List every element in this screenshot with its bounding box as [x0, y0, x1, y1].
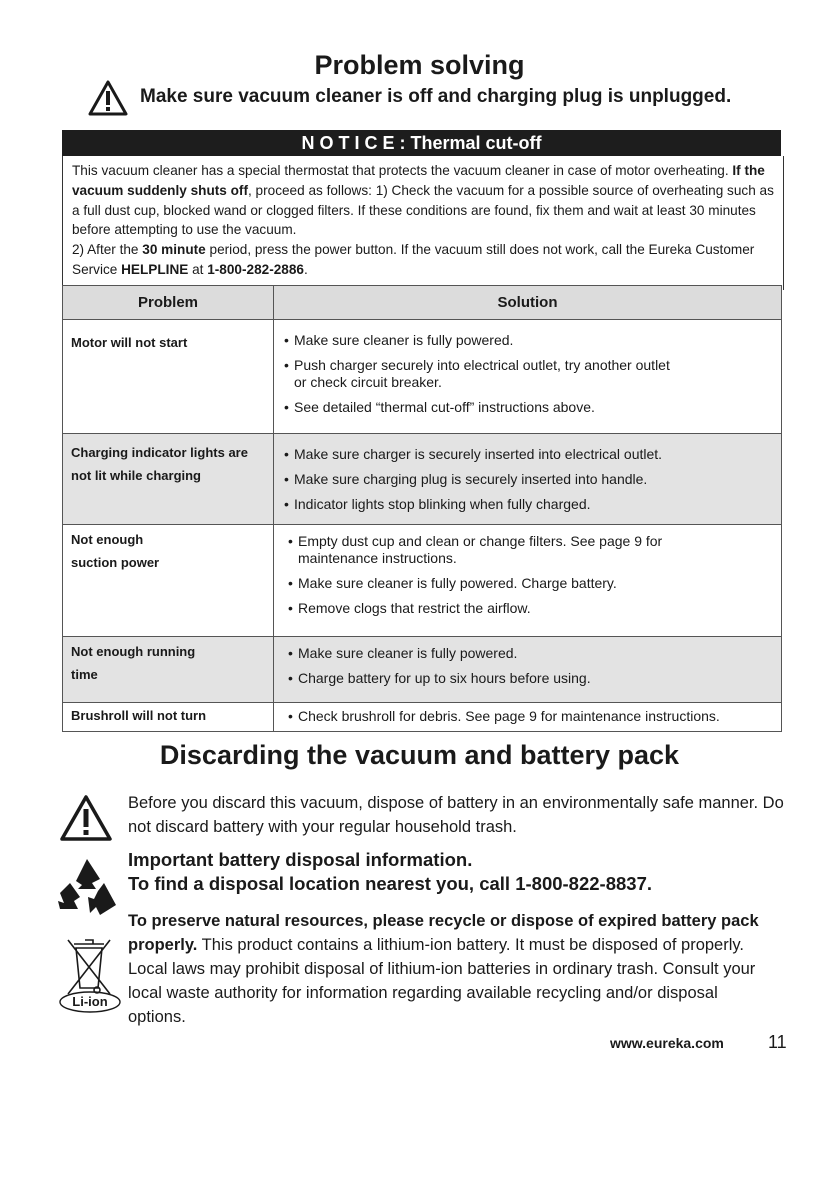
table-row [63, 525, 782, 637]
solution-cell [274, 637, 782, 703]
solution-item: • Remove clogs that restrict the airflow. [288, 600, 775, 617]
warning-icon [88, 80, 128, 116]
notice-bold: 30 minute [142, 242, 206, 258]
solution-item: • Empty dust cup and clean or change filters. See page 9 for maintenance instructions. [288, 533, 775, 567]
footer-url: www.eureka.com [610, 1035, 724, 1051]
disposal-info-line: Important battery disposal information. [128, 849, 473, 870]
notice-text: 2) After the [72, 242, 143, 258]
solution-cell [274, 525, 782, 637]
table-header-row [63, 286, 782, 320]
notice-text: . [303, 261, 308, 277]
notice-body [62, 156, 784, 290]
notice-bold: 1-800-282-2886 [207, 261, 304, 277]
problem-cell: Not enough running time [63, 637, 274, 703]
li-ion-disposal-icon [56, 932, 122, 1014]
notice-text: at [188, 261, 208, 277]
solution-item: • Make sure cleaner is fully powered. [284, 332, 775, 349]
solution-cell [274, 434, 782, 525]
notice-text: period, press the power button. If the vacuum still does not work, call the Eureka Customer Service [72, 242, 755, 277]
table-row [63, 320, 782, 434]
page-number: 11 [768, 1032, 787, 1052]
problem-cell: Motor will not start [63, 320, 274, 434]
problem-solution-table [62, 285, 782, 732]
disposal-info-line: To find a disposal location nearest you, call 1-800-822-8837. [128, 873, 653, 894]
li-ion-label: Li-ion [72, 994, 108, 1009]
problem-cell: Not enough suction power [63, 525, 274, 637]
solution-item: • Make sure charger is securely inserted into electrical outlet. [284, 446, 775, 463]
discard-paragraph: Before you discard this vacuum, dispose of battery in an environmentally safe manner. Do not discard battery with your regular household trash. [128, 794, 784, 836]
solution-item: • Make sure cleaner is fully powered. Charge battery. [288, 575, 775, 592]
notice-text: , proceed as follows: 1) Check the vacuum for a possible source of overheating such as a full dust cup, blocked wand or clogged filters. If these conditions are found, fix them and wait at least 30 minutes before attempting to use the vacuum. [72, 182, 774, 238]
solution-item: • Charge battery for up to six hours before using. [288, 670, 775, 687]
warning-row [88, 80, 788, 120]
recycle-bold: To preserve natural resources, please recycle or dispose of expired battery pack properly. [128, 912, 759, 954]
notice-bold: HELPLINE [121, 261, 189, 277]
warning-icon [60, 795, 112, 841]
solution-item: • Check brushroll for debris. See page 9 for maintenance instructions. [288, 708, 781, 725]
problem-cell: Brushroll will not turn [63, 703, 274, 732]
notice-text: This vacuum cleaner has a special thermostat that protects the vacuum cleaner in case of motor overheating. [72, 163, 733, 178]
solution-item: • Indicator lights stop blinking when fully charged. [284, 496, 775, 513]
solution-item: • Push charger securely into electrical outlet, try another outlet or check circuit breaker. [284, 357, 775, 391]
recycle-paragraph [128, 909, 778, 1029]
solution-item: • Make sure charging plug is securely inserted into handle. [284, 471, 775, 488]
solution-cell [274, 320, 782, 434]
table-row [63, 434, 782, 525]
table-row [63, 637, 782, 703]
section-title: Discarding the vacuum and battery pack [159, 740, 680, 770]
recycle-text: This product contains a lithium-ion battery. It must be disposed of properly. Local laws may prohibit disposal of lithium-ion batteries in ordinary trash. Consult your local waste authority for information regarding available recycling and/or disposal options. [128, 936, 756, 1026]
notice-heading: N O T I C E : Thermal cut-off [62, 130, 781, 156]
header-solution: Solution [274, 286, 782, 320]
page-title: Problem solving [314, 50, 525, 80]
solution-item: • See detailed “thermal cut-off” instructions above. [284, 399, 775, 416]
disposal-info [128, 848, 808, 896]
warning-text: Make sure vacuum cleaner is off and charging plug is unplugged. [140, 86, 732, 107]
notice-bold: If the vacuum suddenly shuts off [72, 163, 765, 198]
header-problem: Problem [63, 286, 274, 320]
table-row [63, 703, 782, 732]
problem-cell: Charging indicator lights are not lit while charging [63, 434, 274, 525]
recycle-icon [56, 857, 118, 917]
solution-cell [274, 703, 782, 732]
solution-item: • Make sure cleaner is fully powered. [288, 645, 775, 662]
